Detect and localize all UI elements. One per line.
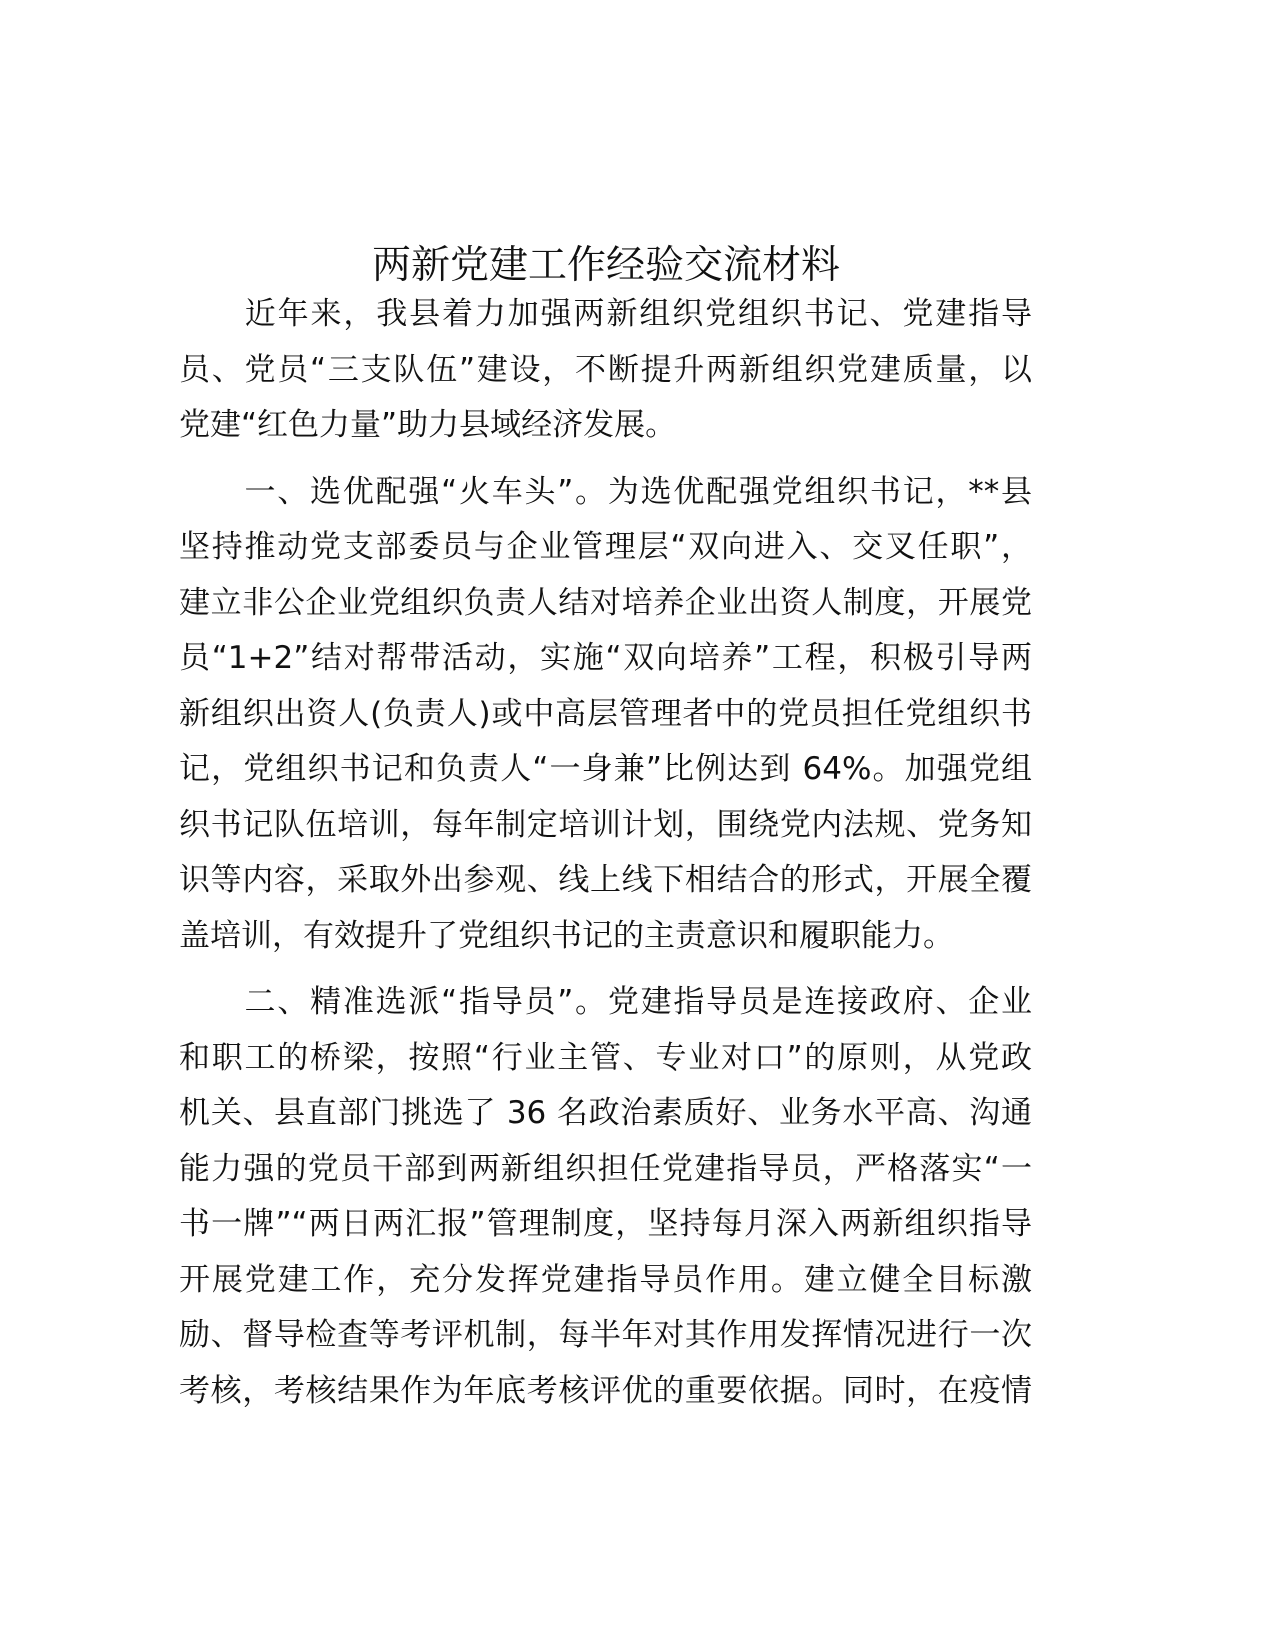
text-line: 员、党员“三支队伍”建设，不断提升两新组织党建质量，以 (179, 351, 1032, 388)
text-line: 考核，考核结果作为年底考核评优的重要依据。同时，在疫情 (179, 1372, 1032, 1409)
paragraph-section-2 (179, 975, 1039, 1419)
text-line: 记，党组织书记和负责人“一身兼”比例达到 64%。加强党组 (179, 751, 1032, 787)
text-line: 二、精准选派“指导员”。党建指导员是连接政府、企业 (179, 984, 1032, 1020)
document-body (179, 287, 1039, 1430)
text-line: 新组织出资人(负责人)或中高层管理者中的党员担任党组织书 (179, 695, 1032, 732)
text-line: 机关、县直部门挑选了 36 名政治素质好、业务水平高、沟通 (179, 1095, 1032, 1131)
text-line: 识等内容，采取外出参观、线上线下相结合的形式，开展全覆 (179, 862, 1032, 898)
text-line: 建立非公企业党组织负责人结对培养企业出资人制度，开展党 (179, 584, 1032, 621)
paragraph-intro (179, 287, 1039, 454)
text-line: 能力强的党员干部到两新组织担任党建指导员，严格落实“一 (179, 1150, 1032, 1187)
paragraph-section-1 (179, 465, 1039, 965)
text-line: 党建“红色力量”助力县域经济发展。 (179, 407, 677, 443)
text-line: 和职工的桥梁，按照“行业主管、专业对口”的原则，从党政 (179, 1039, 1032, 1076)
document-title: 两新党建工作经验交流材料 (371, 243, 840, 289)
text-line: 坚持推动党支部委员与企业管理层“双向进入、交叉任职”， (179, 529, 1032, 565)
text-line: 盖培训，有效提升了党组织书记的主责意识和履职能力。 (179, 917, 954, 954)
text-line: 近年来，我县着力加强两新组织党组织书记、党建指导 (179, 296, 1032, 332)
text-line: 开展党建工作，充分发挥党建指导员作用。建立健全目标激 (179, 1261, 1032, 1298)
text-line: 员“1+2”结对帮带活动，实施“双向培养”工程，积极引导两 (179, 640, 1032, 676)
text-line: 书一牌”“两日两汇报”管理制度，坚持每月深入两新组织指导 (179, 1206, 1032, 1242)
text-line: 织书记队伍培训，每年制定培训计划，围绕党内法规、党务知 (179, 806, 1032, 843)
text-line: 励、督导检查等考评机制，每半年对其作用发挥情况进行一次 (179, 1317, 1032, 1353)
text-line: 一、选优配强“火车头”。为选优配强党组织书记，**县 (179, 473, 1032, 510)
